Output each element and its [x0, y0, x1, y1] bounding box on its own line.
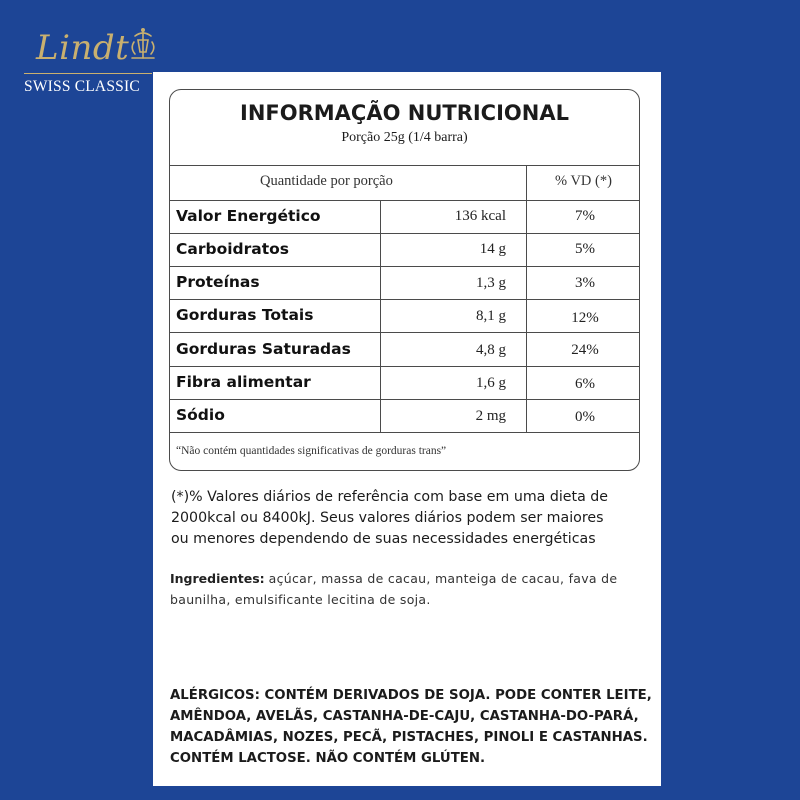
- header-vd: % VD (*): [555, 173, 612, 189]
- table-divider: [170, 366, 639, 367]
- ingredients-text: açúcar, massa de cacau, manteiga de cacau, fava de baunilha, emulsificante lecitina de soja.: [170, 571, 618, 607]
- ingredients-label: Ingredientes:: [170, 571, 265, 586]
- table-divider: [170, 200, 639, 201]
- nutrient-name: Fibra alimentar: [176, 373, 311, 391]
- daily-values-line: ou menores dependendo de suas necessidades energéticas: [171, 531, 596, 547]
- nutrient-quantity: 1,3 g: [476, 275, 506, 291]
- allergens-line: AMÊNDOA, AVELÃS, CASTANHA-DE-CAJU, CASTANHA-DO-PARÁ,: [170, 709, 639, 724]
- nutrient-vd: 0%: [575, 409, 595, 425]
- nutrient-vd: 24%: [571, 342, 599, 358]
- nutrient-name: Gorduras Saturadas: [176, 340, 351, 358]
- nutrient-quantity: 1,6 g: [476, 375, 506, 391]
- column-divider: [526, 165, 527, 432]
- trans-fat-note: “Não contém quantidades significativas de gorduras trans”: [176, 445, 447, 457]
- nutrient-name: Proteínas: [176, 273, 260, 291]
- header-quantity: Quantidade por porção: [260, 173, 393, 189]
- allergens-block: [170, 685, 655, 769]
- table-divider: [170, 299, 639, 300]
- allergens-line: CONTÉM LACTOSE. NÃO CONTÉM GLÚTEN.: [170, 751, 486, 766]
- daily-values-line: 2000kcal ou 8400kJ. Seus valores diários podem ser maiores: [171, 510, 604, 526]
- allergens-line: MACADÂMIAS, NOZES, PECÃ, PISTACHES, PINOLI E CASTANHAS.: [170, 730, 648, 745]
- table-divider: [170, 266, 639, 267]
- ingredients-block: [170, 568, 650, 610]
- table-divider: [170, 399, 639, 400]
- nutrient-vd: 5%: [575, 241, 595, 257]
- brand-logo: Lindt: [36, 28, 130, 68]
- nutrient-vd: 6%: [575, 376, 595, 392]
- nutrient-quantity: 8,1 g: [476, 308, 506, 324]
- table-divider: [170, 432, 639, 433]
- brand-logo-block: [22, 24, 152, 99]
- nutrient-quantity: 4,8 g: [476, 342, 506, 358]
- nutrient-quantity: 2 mg: [475, 408, 506, 424]
- nutrient-name: Sódio: [176, 406, 225, 424]
- brand-tagline: SWISS CLASSIC: [24, 78, 140, 95]
- nutrient-quantity: 14 g: [479, 241, 506, 257]
- daily-values-note: [171, 487, 651, 550]
- nutrition-table: [169, 89, 640, 471]
- nutrient-name: Carboidratos: [176, 240, 290, 258]
- allergens-line: ALÉRGICOS: CONTÉM DERIVADOS DE SOJA. PODE CONTER LEITE,: [170, 688, 652, 703]
- portion-size: Porção 25g (1/4 barra): [341, 130, 468, 145]
- nutrient-vd: 12%: [571, 310, 599, 326]
- brand-divider: [24, 73, 152, 74]
- nutrient-name: Gorduras Totais: [176, 306, 314, 324]
- nutrient-name: Valor Energético: [176, 207, 321, 225]
- column-divider: [380, 200, 381, 432]
- table-divider: [170, 233, 639, 234]
- nutrition-title: INFORMAÇÃO NUTRICIONAL: [240, 101, 569, 125]
- table-divider: [170, 332, 639, 333]
- daily-values-line: (*)% Valores diários de referência com base em uma dieta de: [171, 489, 609, 505]
- table-divider: [170, 165, 639, 166]
- nutrient-vd: 7%: [575, 208, 595, 224]
- nutrient-quantity: 136 kcal: [454, 208, 506, 224]
- brand-crest-icon: [126, 26, 160, 62]
- nutrient-vd: 3%: [575, 275, 595, 291]
